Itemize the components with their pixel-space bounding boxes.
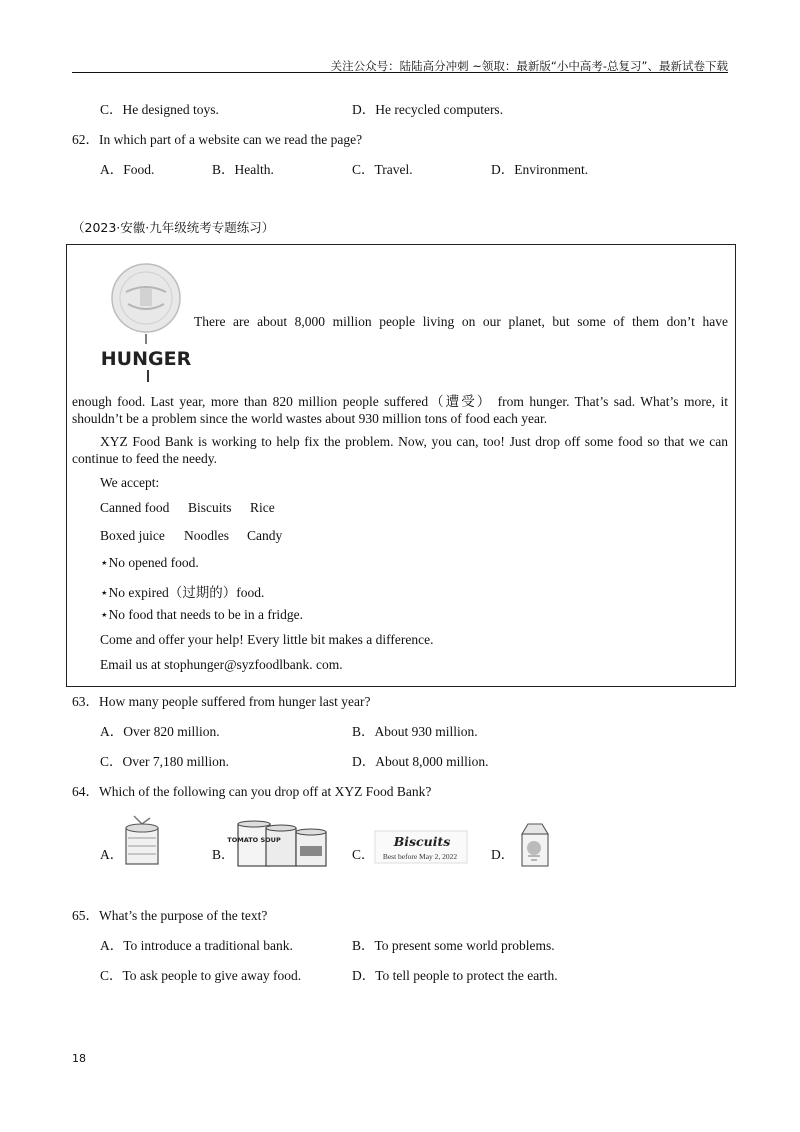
q64-label-a: A． xyxy=(100,847,124,862)
accept-item: Noodles xyxy=(184,528,229,543)
hunger-poster-image xyxy=(100,262,192,384)
q63-question: 63．How many people suffered from hunger last year? xyxy=(72,694,371,709)
we-accept-label: We accept: xyxy=(100,475,160,490)
passage-paragraph-2: XYZ Food Bank is working to help fix the problem. Now, you can, too! Just drop off some food so that we can continue to feed the needy. xyxy=(72,434,728,466)
passage-line-1: There are about 8,000 million people living on our planet, but some of them don’t have xyxy=(194,314,728,329)
canned-soup-image xyxy=(227,818,330,870)
accept-item: Canned food xyxy=(100,500,170,515)
closing-line: Come and offer your help! Every little bit makes a difference. xyxy=(100,632,434,647)
accept-item: Boxed juice xyxy=(100,528,165,543)
rule-no-opened: ⋆No opened food. xyxy=(100,555,199,570)
soup-can-label: TOMATO SOUP xyxy=(227,836,281,844)
q63-option-a: A．Over 820 million. xyxy=(100,724,220,739)
q63-option-b: B．About 930 million. xyxy=(352,724,478,739)
q64-label-d: D． xyxy=(491,847,515,862)
q62-option-d: D．Environment. xyxy=(491,162,589,177)
page-number: 18 xyxy=(72,1052,86,1065)
q62-option-c: C．Travel. xyxy=(352,162,413,177)
accept-item: Biscuits xyxy=(188,500,232,515)
opened-can-image xyxy=(120,812,164,868)
q65-option-b: B．To present some world problems. xyxy=(352,938,555,953)
q62-option-a: A．Food. xyxy=(100,162,155,177)
q63-option-c: C．Over 7,180 million. xyxy=(100,754,229,769)
q65-option-c: C．To ask people to give away food. xyxy=(100,968,302,983)
passage-paragraph-1: enough food. Last year, more than 820 million people suffered（遭受） from hunger. That’s sad. What’s more, it shouldn’t be a problem since the world wastes about 930 million tons of food each year. xyxy=(72,394,728,426)
biscuits-title: Biscuits xyxy=(393,834,451,849)
q65-question: 65．What’s the purpose of the text? xyxy=(72,908,268,923)
q65-option-a: A．To introduce a traditional bank. xyxy=(100,938,293,953)
q61-option-d: D．He recycled computers. xyxy=(352,102,504,117)
rule-no-expired: ⋆No expired（过期的）food. xyxy=(100,585,265,600)
header-divider xyxy=(72,72,728,73)
rule-no-fridge: ⋆No food that needs to be in a fridge. xyxy=(100,607,304,622)
q62-option-b: B．Health. xyxy=(212,162,274,177)
q64-label-c: C． xyxy=(352,847,375,862)
q62-question: 62．In which part of a website can we read the page? xyxy=(72,132,363,147)
q64-label-b: B． xyxy=(212,847,235,862)
hunger-caption: HUNGER xyxy=(100,348,192,370)
q65-option-d: D．To tell people to protect the earth. xyxy=(352,968,558,983)
accept-item: Rice xyxy=(250,500,275,515)
email-line: Email us at stophunger@syzfoodlbank. com. xyxy=(100,657,343,672)
accept-item: Candy xyxy=(247,528,283,543)
biscuits-date: Best before May 2, 2022 xyxy=(382,852,458,861)
biscuits-package-image xyxy=(374,830,468,864)
page-header: 关注公众号：陆陆高分冲刺 ~领取：最新版“小中高考-总复习”、最新试卷下载 xyxy=(330,59,728,73)
question-source: （2023·安徽·九年级统考专题练习） xyxy=(72,220,275,235)
milk-carton-image xyxy=(512,820,558,868)
q64-question: 64．Which of the following can you drop off at XYZ Food Bank? xyxy=(72,784,432,799)
q63-option-d: D．About 8,000 million. xyxy=(352,754,489,769)
q61-option-c: C．He designed toys. xyxy=(100,102,219,117)
